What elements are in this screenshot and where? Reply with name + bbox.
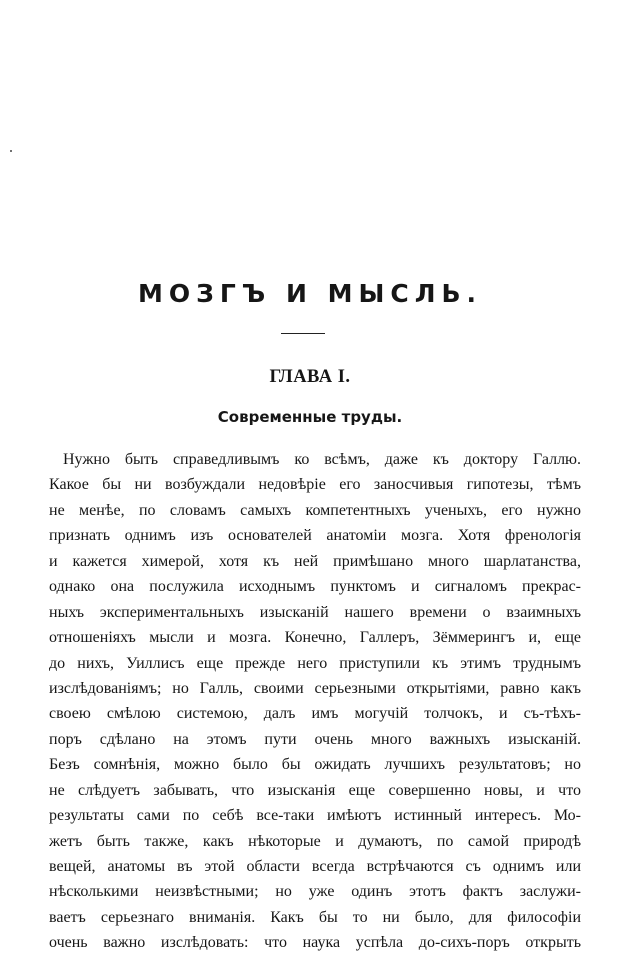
text-line: поръ сдѣлано на этомъ пути очень много важныхъ изысканій. — [49, 730, 581, 748]
text-line: не слѣдуетъ забывать, что изысканія еще совершенно новы, и что — [49, 781, 581, 799]
text-line: вещей, анатомы въ этой области всегда встрѣчаются съ однимъ или — [49, 858, 581, 875]
text-line: ныхъ экспериментальныхъ изысканій нашего времени о взаимныхъ — [49, 603, 581, 621]
text-line: результаты сами по себѣ все-таки имѣютъ истинный интересъ. Мо- — [49, 807, 581, 825]
text-line: признать однимъ изъ основателей анатоміи мозга. Хотя френологія — [49, 527, 581, 545]
chapter-heading: ГЛАВА I. — [269, 367, 351, 387]
title-divider — [281, 333, 325, 334]
ink-speck — [10, 150, 12, 152]
text-line: не менѣе, по словамъ самыхъ компетентныхъ ученыхъ, его нужно — [49, 501, 581, 519]
body-text — [49, 447, 581, 956]
text-line: Какое бы ни возбуждали недовѣріе его заносчивыя гипотезы, тѣмъ — [49, 476, 581, 494]
text-line: жетъ быть также, какъ нѣкоторые и думаютъ, по самой природѣ — [49, 832, 581, 850]
text-line: нѣсколькими неизвѣстными; но уже одинъ этотъ фактъ заслужи- — [49, 883, 581, 901]
text-line: Нужно быть справедливымъ ко всѣмъ, даже къ доктору Галлю. — [63, 451, 581, 468]
text-line: своею смѣлою системою, далъ имъ могучій толчокъ, и съ-тѣхъ- — [49, 705, 581, 723]
text-line: до нихъ, Уиллисъ еще прежде него приступили къ этимъ труднымъ — [49, 654, 581, 672]
chapter-subtitle: Современные труды. — [217, 408, 403, 426]
text-line: отношеніяхъ мысли и мозга. Конечно, Галлеръ, Зёммерингъ и, еще — [49, 629, 581, 647]
page-title: МОЗГЪ И МЫСЛЬ. — [137, 279, 483, 308]
text-line: ваетъ серьезнаго вниманія. Какъ бы то ни было, для философіи — [49, 908, 581, 926]
text-line: очень важно изслѣдовать: что наука успѣла до-сихъ-поръ открыть — [49, 934, 581, 952]
text-line: однако она послужила исходнымъ пунктомъ и сигналомъ прекрас- — [49, 578, 581, 596]
text-line: и кажется химерой, хотя къ ней примѣшано много шарлатанства, — [49, 552, 581, 570]
text-line: Безъ сомнѣнія, можно было бы ожидать лучшихъ результатовъ; но — [49, 756, 581, 774]
text-line: изслѣдованіямъ; но Галль, своими серьезными открытіями, равно какъ — [49, 679, 581, 697]
